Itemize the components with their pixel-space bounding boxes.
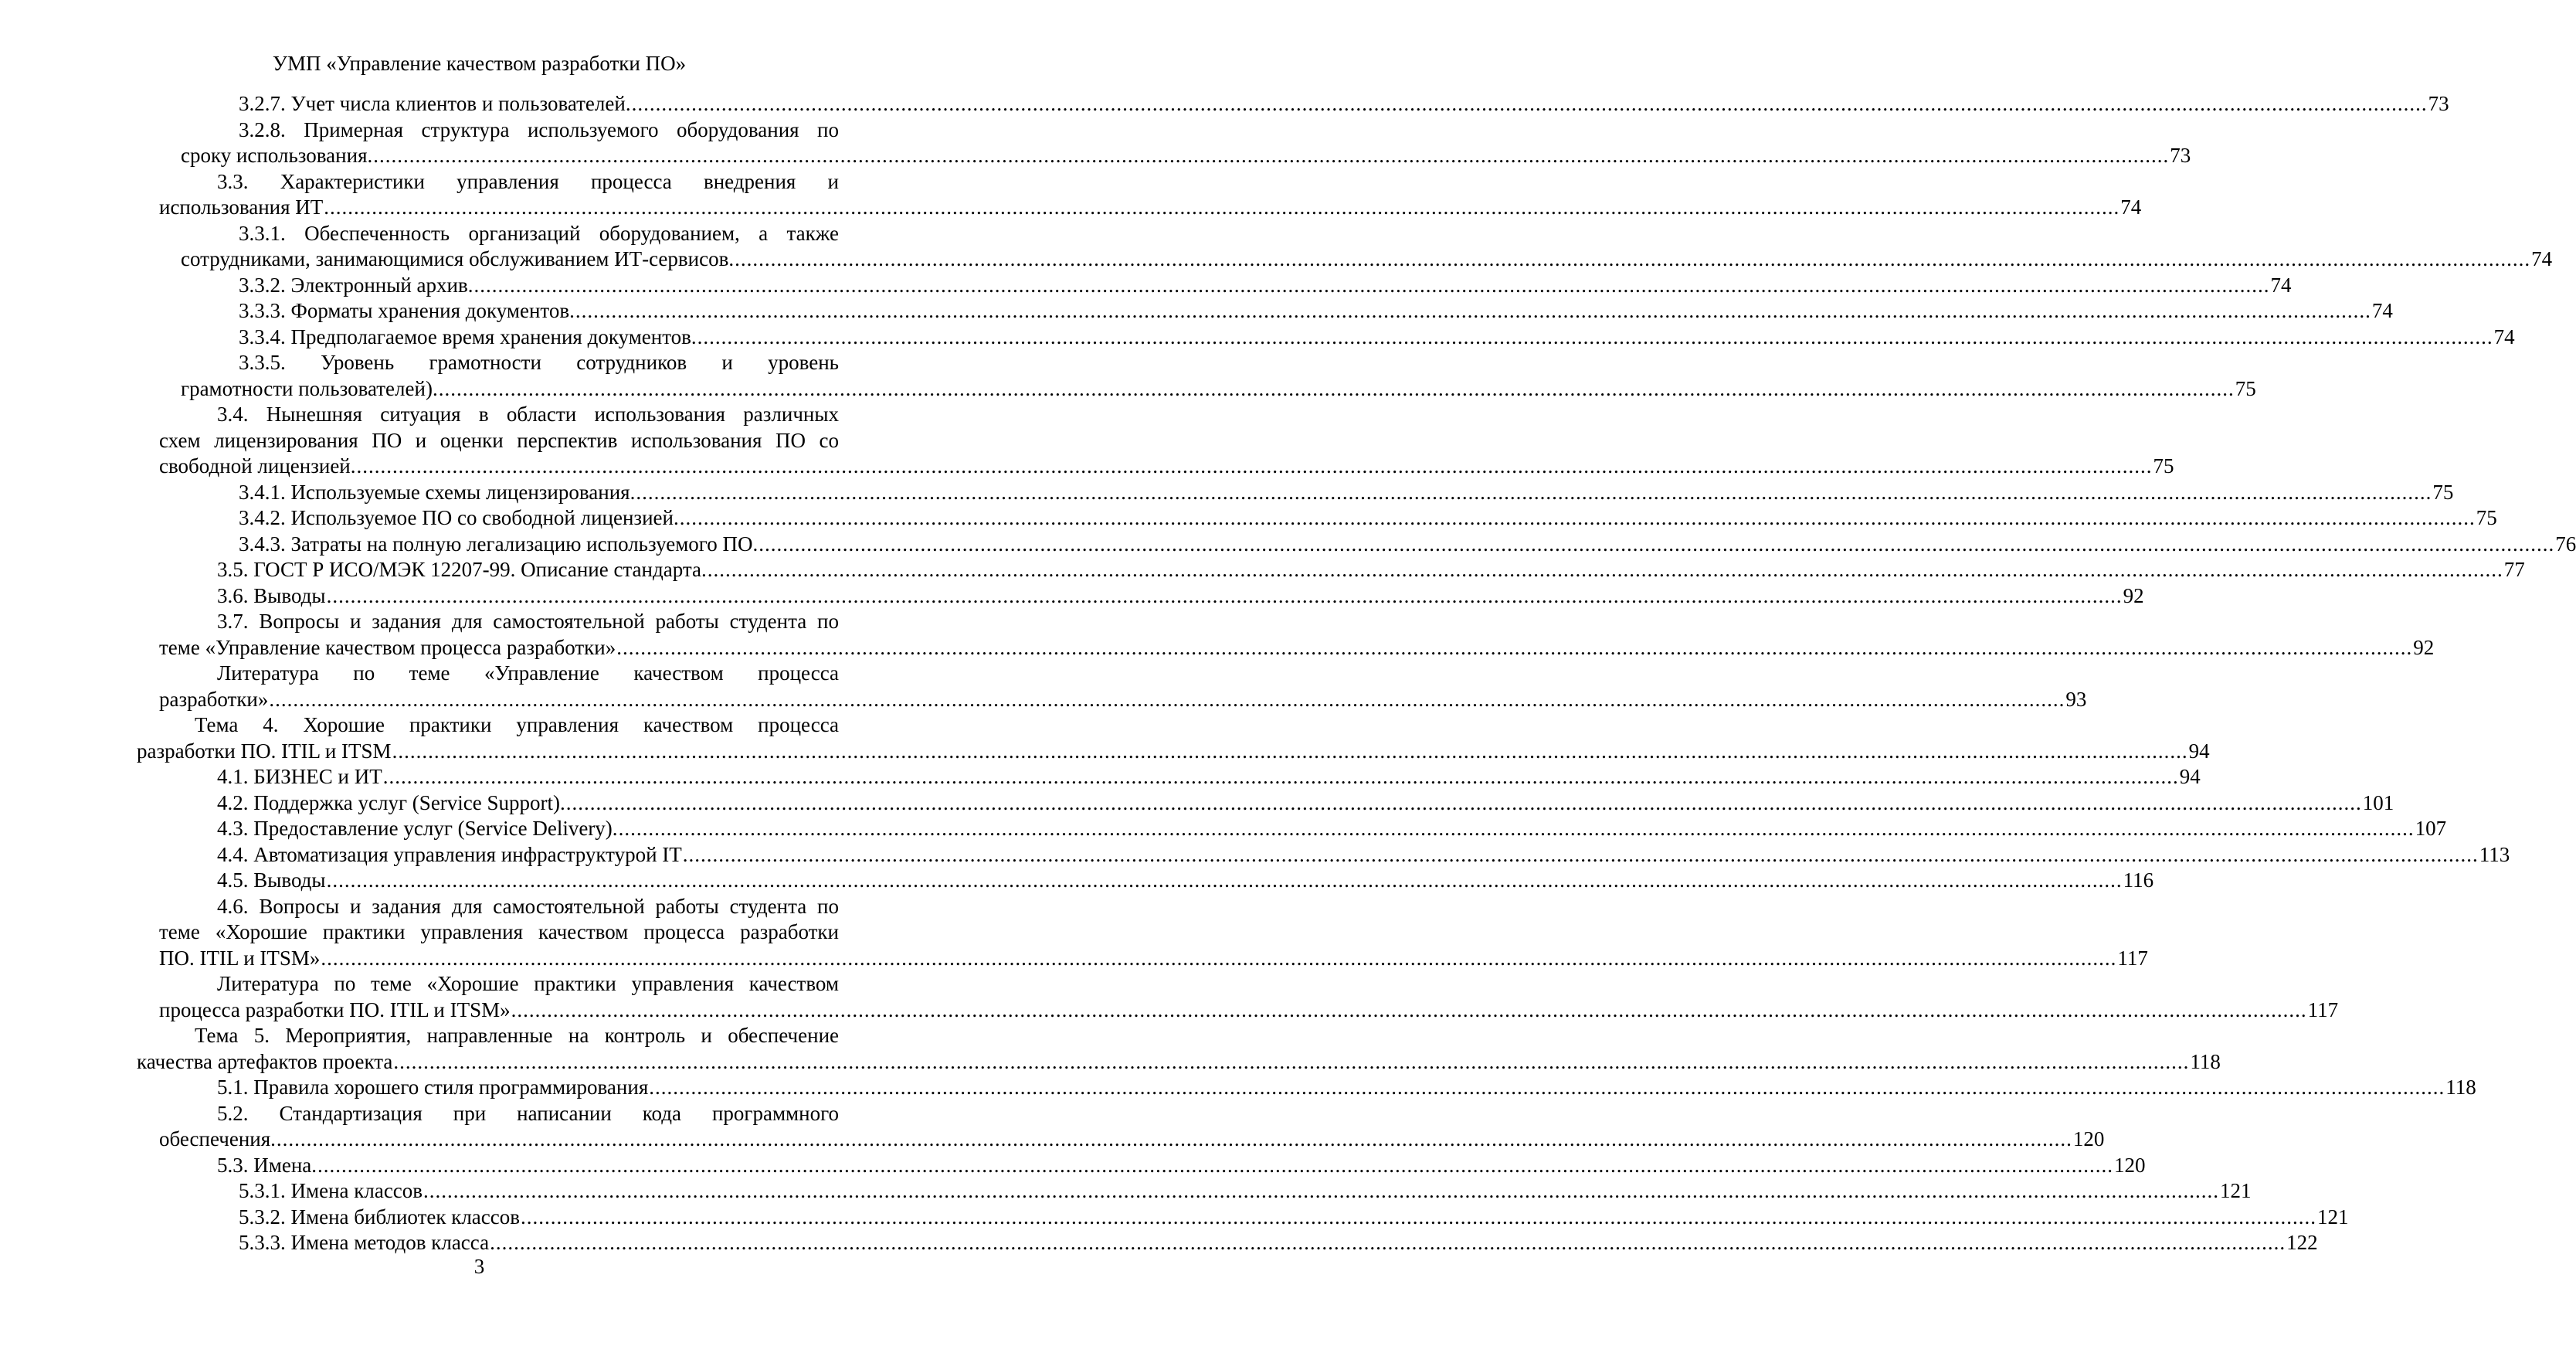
toc-entry-line: Литература по теме «Управление качеством процесса [217, 661, 839, 685]
toc-entry-page: 73 [2170, 144, 2191, 167]
toc-entry-title: 4.3. Предоставление услуг (Service Delivery). [217, 817, 618, 840]
toc-entry-title: свободной лицензией. [159, 454, 356, 477]
toc-entry-page: 92 [2413, 635, 2435, 659]
toc-entry[interactable] [0, 91, 2449, 117]
dot-leader: ............................................................................................................................................................................................................................................................................................................ [616, 635, 2413, 659]
toc-entry-title: 3.3.2. Электронный архив. [239, 273, 473, 297]
toc-entry-line: 3.2.8. Примерная структура используемого оборудования по [239, 117, 839, 141]
toc-entry[interactable] [0, 325, 2515, 351]
toc-entry-page: 101 [2362, 790, 2394, 814]
toc-entry[interactable] [0, 894, 2148, 972]
toc-entry-line: 3.3.1. Обеспеченность организаций оборудованием, а также [239, 221, 839, 245]
toc-entry-page: 75 [2432, 480, 2454, 504]
dot-leader: ............................................................................................................................................................................................................................................................................................................ [438, 376, 2235, 400]
toc-entry-title: 3.3.4. Предполагаемое время хранения документов. [239, 325, 697, 348]
dot-leader: ............................................................................................................................................................................................................................................................................................................ [373, 144, 2170, 167]
toc-entry[interactable] [0, 117, 2191, 169]
toc-entry-page: 120 [2072, 1127, 2105, 1150]
toc-entry-title: ПО. ITIL и ITSM» [159, 946, 321, 970]
dot-leader: ............................................................................................................................................................................................................................................................................................................ [618, 817, 2415, 840]
toc-entry-line: 5.2. Стандартизация при написании кода программного [217, 1101, 839, 1125]
toc-entry[interactable] [0, 221, 2553, 273]
toc-entry-line: Тема 4. Хорошие практики управления качеством процесса [195, 713, 839, 736]
toc-entry-line: Тема 5. Мероприятия, направленные на контроль и обеспечение [195, 1024, 839, 1047]
toc-entry[interactable] [0, 1230, 2318, 1256]
toc-entry-page: 117 [2307, 997, 2339, 1021]
dot-leader: ............................................................................................................................................................................................................................................................................................................ [735, 247, 2531, 270]
toc-entry-title: 5.1. Правила хорошего стиля программирования [217, 1076, 649, 1099]
toc-entry-title: 4.1. БИЗНЕС и ИТ [217, 765, 382, 788]
toc-entry-page: 77 [2503, 558, 2525, 581]
toc-entry[interactable] [0, 273, 2292, 299]
dot-leader: ............................................................................................................................................................................................................................................................................................................ [393, 1049, 2190, 1073]
toc-entry-title: использования ИТ [159, 195, 324, 219]
toc-entry-line: 3.3.5. Уровень грамотности сотрудников и уровень [239, 351, 839, 374]
toc-entry[interactable] [0, 480, 2454, 506]
dot-leader: ............................................................................................................................................................................................................................................................................................................ [649, 1076, 2445, 1099]
toc-entry-title: качества артефактов проекта [137, 1049, 393, 1073]
dot-leader: ............................................................................................................................................................................................................................................................................................................ [473, 273, 2270, 297]
toc-entry-line: теме «Хорошие практики управления качеством процесса разработки [159, 920, 839, 943]
toc-entry-page: 120 [2114, 1153, 2146, 1177]
dot-leader: ............................................................................................................................................................................................................................................................................................................ [356, 454, 2153, 477]
toc-entry-title: 3.2.7. Учет числа клиентов и пользователей. [239, 92, 631, 115]
toc-entry-title: процесса разработки ПО. ITIL и ITSM» [159, 997, 511, 1021]
toc-entry-page: 74 [2270, 273, 2292, 297]
dot-leader: ............................................................................................................................................................................................................................................................................................................ [324, 195, 2120, 219]
toc-entry[interactable] [0, 1205, 2349, 1231]
toc-entry-page: 75 [2153, 454, 2174, 477]
toc-entry-line: 3.7. Вопросы и задания для самостоятельной работы студента по [217, 610, 839, 633]
dot-leader: ............................................................................................................................................................................................................................................................................................................ [682, 842, 2479, 866]
toc-entry[interactable] [0, 583, 2144, 610]
toc-entry-line: 3.3. Характеристики управления процесса внедрения и [217, 169, 839, 193]
toc-entry-title: 4.2. Поддержка услуг (Service Support). [217, 790, 565, 814]
table-of-contents [0, 91, 2576, 1256]
toc-entry[interactable] [0, 1178, 2252, 1205]
toc-entry-title: 5.3.2. Имена библиотек классов [239, 1205, 521, 1229]
dot-leader: ............................................................................................................................................................................................................................................................................................................ [326, 583, 2123, 607]
toc-entry[interactable] [0, 1101, 2105, 1153]
page-number: 3 [473, 1255, 485, 1278]
toc-entry-title: 3.5. ГОСТ Р ИСО/МЭК 12207-99. Описание стандарта. [217, 558, 707, 581]
toc-entry[interactable] [0, 712, 2210, 764]
toc-entry-page: 118 [2445, 1076, 2476, 1099]
dot-leader: ............................................................................................................................................................................................................................................................................................................ [697, 325, 2493, 348]
toc-entry-title: разработки» [159, 687, 269, 711]
dot-leader: ............................................................................................................................................................................................................................................................................................................ [317, 1153, 2114, 1177]
toc-entry-page: 74 [2120, 195, 2142, 219]
toc-entry-line: схем лицензирования ПО и оценки перспектив использования ПО со [159, 428, 839, 452]
toc-entry-title: 3.4.1. Используемые схемы лицензирования. [239, 480, 636, 504]
dot-leader: ............................................................................................................................................................................................................................................................................................................ [392, 739, 2188, 763]
toc-entry-page: 75 [2235, 376, 2256, 400]
toc-entry-title: 5.3.1. Имена классов [239, 1179, 423, 1202]
dot-leader: ............................................................................................................................................................................................................................................................................................................ [321, 946, 2117, 970]
toc-entry-page: 74 [2371, 299, 2393, 322]
toc-entry[interactable] [0, 868, 2154, 894]
toc-entry-title: 4.5. Выводы [217, 868, 326, 892]
toc-entry-title: обеспечения. [159, 1127, 276, 1150]
toc-entry[interactable] [0, 402, 2174, 480]
toc-entry-title: 5.3.3. Имена методов класса [239, 1231, 490, 1254]
toc-entry[interactable] [0, 557, 2525, 583]
toc-entry-page: 117 [2117, 946, 2148, 970]
toc-entry[interactable] [0, 609, 2435, 661]
dot-leader: ............................................................................................................................................................................................................................................................................................................ [521, 1205, 2317, 1229]
dot-leader: ............................................................................................................................................................................................................................................................................................................ [490, 1231, 2286, 1254]
page-header: УМП «Управление качеством разработки ПО» [272, 52, 687, 75]
toc-entry-page: 118 [2190, 1049, 2221, 1073]
toc-entry-page: 93 [2065, 687, 2087, 711]
dot-leader: ............................................................................................................................................................................................................................................................................................................ [276, 1127, 2072, 1150]
toc-entry[interactable] [0, 532, 2576, 558]
toc-entry[interactable] [0, 661, 2087, 712]
toc-entry[interactable] [0, 971, 2339, 1023]
toc-entry-page: 94 [2188, 739, 2210, 763]
toc-entry[interactable] [0, 764, 2201, 790]
toc-entry-line: 3.4. Нынешняя ситуация в области использования различных [217, 403, 839, 426]
dot-leader: ............................................................................................................................................................................................................................................................................................................ [326, 868, 2123, 892]
toc-entry-title: грамотности пользователей). [181, 376, 438, 400]
dot-leader: ............................................................................................................................................................................................................................................................................................................ [382, 765, 2179, 788]
toc-entry[interactable] [0, 298, 2393, 325]
dot-leader: ............................................................................................................................................................................................................................................................................................................ [269, 687, 2065, 711]
toc-entry-page: 74 [2531, 247, 2553, 270]
toc-entry-page: 73 [2428, 92, 2449, 115]
toc-entry-page: 92 [2123, 583, 2144, 607]
toc-entry-title: 3.6. Выводы [217, 583, 326, 607]
toc-entry-page: 74 [2493, 325, 2515, 348]
toc-entry-page: 107 [2415, 817, 2447, 840]
toc-entry-title: 4.4. Автоматизация управления инфраструктурой IT [217, 842, 682, 866]
toc-entry[interactable] [0, 1153, 2146, 1179]
toc-entry-page: 76 [2555, 532, 2576, 556]
dot-leader: ............................................................................................................................................................................................................................................................................................................ [636, 480, 2432, 504]
toc-entry-title: 3.3.3. Форматы хранения документов. [239, 299, 575, 322]
toc-entry-title: сотрудниками, занимающимися обслуживанием ИТ-сервисов. [181, 247, 735, 270]
dot-leader: ............................................................................................................................................................................................................................................................................................................ [565, 790, 2362, 814]
dot-leader: ............................................................................................................................................................................................................................................................................................................ [631, 92, 2428, 115]
dot-leader: ............................................................................................................................................................................................................................................................................................................ [575, 299, 2371, 322]
toc-entry[interactable] [0, 1075, 2476, 1101]
toc-entry[interactable] [0, 816, 2447, 842]
toc-entry-page: 116 [2123, 868, 2154, 892]
dot-leader: ............................................................................................................................................................................................................................................................................................................ [759, 532, 2555, 556]
dot-leader: ............................................................................................................................................................................................................................................................................................................ [423, 1179, 2220, 1202]
toc-entry[interactable] [0, 1023, 2221, 1075]
toc-entry-title: 5.3. Имена. [217, 1153, 317, 1177]
toc-entry-title: разработки ПО. ITIL и ITSM [137, 739, 392, 763]
toc-entry-title: теме «Управление качеством процесса разработки» [159, 635, 616, 659]
toc-entry[interactable] [0, 505, 2497, 532]
toc-entry-title: 3.4.2. Используемое ПО со свободной лицензией. [239, 506, 679, 529]
toc-entry-title: 3.4.3. Затраты на полную легализацию используемого ПО. [239, 532, 759, 556]
toc-entry-page: 94 [2179, 765, 2201, 788]
toc-entry-page: 121 [2220, 1179, 2252, 1202]
toc-entry-title: сроку использования. [181, 144, 373, 167]
toc-entry[interactable] [0, 790, 2394, 817]
toc-entry-line: Литература по теме «Хорошие практики управления качеством [217, 972, 839, 995]
dot-leader: ............................................................................................................................................................................................................................................................................................................ [707, 558, 2503, 581]
toc-entry-page: 75 [2476, 506, 2497, 529]
toc-entry-page: 113 [2479, 842, 2510, 866]
toc-entry-line: 4.6. Вопросы и задания для самостоятельной работы студента по [217, 894, 839, 918]
dot-leader: ............................................................................................................................................................................................................................................................................................................ [679, 506, 2476, 529]
toc-entry[interactable] [0, 350, 2256, 402]
toc-entry[interactable] [0, 169, 2142, 221]
toc-entry-page: 121 [2317, 1205, 2349, 1229]
toc-entry[interactable] [0, 842, 2510, 868]
dot-leader: ............................................................................................................................................................................................................................................................................................................ [511, 997, 2307, 1021]
toc-entry-page: 122 [2286, 1231, 2318, 1254]
